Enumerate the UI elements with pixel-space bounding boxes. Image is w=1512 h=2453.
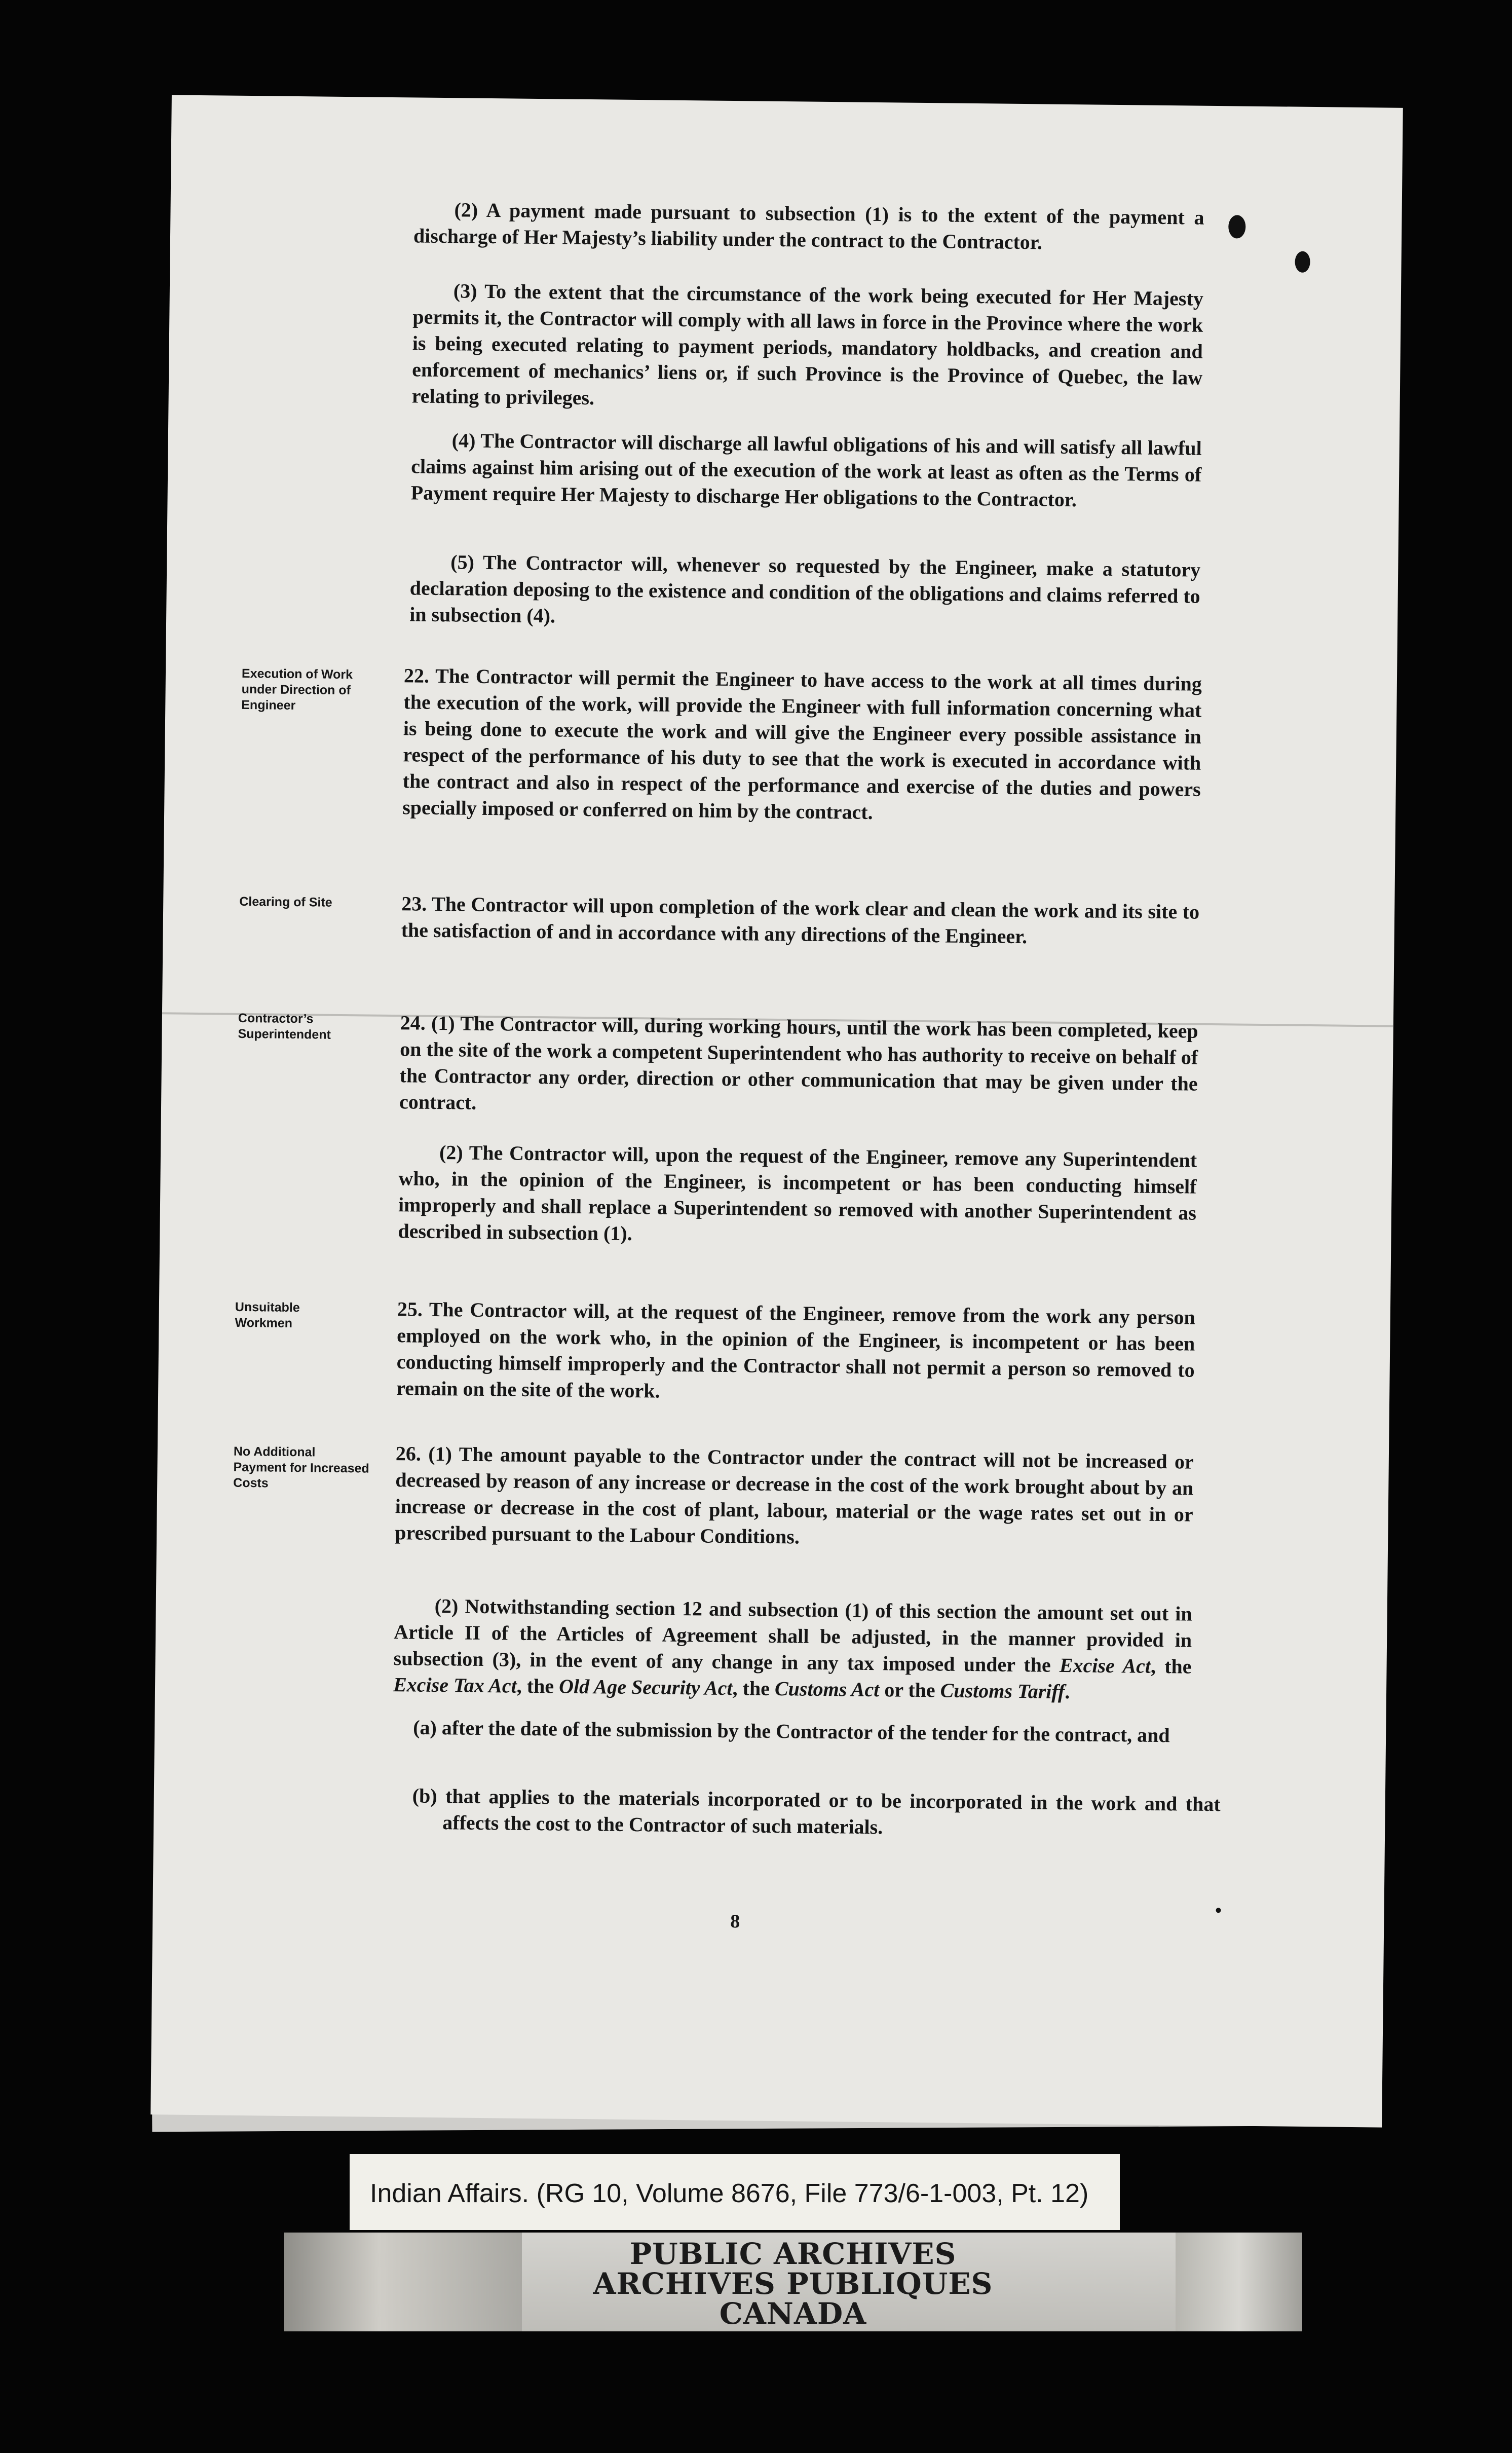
paragraph-26-2-a	[413, 1715, 1221, 1750]
italic-statute-name: Customs Tariff	[940, 1679, 1065, 1703]
paragraph-text: 26. (1) The amount payable to the Contractor under the contract will not be increased or decreased by reason of any increase or decrease in the cost of the work brought about by an increase or decrease in the cost of plant, labour, material or the wage rates set out in or prescribed pursuant to the Labour Conditions.	[395, 1442, 1194, 1548]
ink-spot	[1295, 251, 1310, 273]
paragraph-text: or the	[879, 1678, 940, 1702]
paragraph-25	[396, 1296, 1195, 1409]
paragraph-21-2	[413, 196, 1204, 257]
italic-statute-name: Customs Act	[774, 1677, 880, 1701]
stamp-line-2: ARCHIVES PUBLIQUES	[593, 2266, 993, 2301]
paragraph-26-1	[395, 1440, 1194, 1554]
paragraph-21-5	[409, 548, 1201, 636]
margin-label-clearing-of-site: Clearing of Site	[239, 894, 332, 910]
margin-label-contractors-superintendent: Contractor’s Superintendent	[238, 1011, 331, 1042]
italic-statute-name: Old Age Security Act	[558, 1675, 733, 1700]
paragraph-text: (5) The Contractor will, whenever so requested by the Engineer, make a statutory declaration deposing to the existence and condition of the obligations and claims referred to in subsection (4).	[409, 550, 1201, 627]
document-page	[150, 95, 1403, 2127]
paragraph-text: 22. The Contractor will permit the Engineer to have access to the work at all times during the execution of the work, will provide the Engineer with full information concerning what is being done to execute the work and will give the Engineer every possible assistance in respect of the performance of his duty to see that the work is executed in accordance with the contract and also in respect of the performance and exercise of the duties and powers specially imposed or conferred on him by the contract.	[402, 664, 1202, 824]
paragraph-text: , the	[1150, 1654, 1192, 1678]
paragraph-text: (a) after the date of the submission by the Contractor of the tender for the contract, and	[412, 1716, 1170, 1747]
paragraph-text: 25. The Contractor will, at the request of the Engineer, remove from the work any person employed on the work who, in the opinion of the Engineer, is incompetent or has been conducting himself improperly and the Contractor shall not permit a person so removed to remain on the site of the work.	[396, 1297, 1196, 1402]
paragraph-26-2	[393, 1592, 1192, 1706]
ink-spot	[1228, 215, 1245, 238]
paragraph-21-3	[411, 277, 1203, 417]
paragraph-21-4	[410, 427, 1202, 514]
paragraph-text: (2) A payment made pursuant to subsection (1) is to the extent of the payment a discharge of Her Majesty’s liability under the contract to the Contractor.	[413, 198, 1204, 254]
italic-statute-name: Excise Act	[1059, 1653, 1151, 1678]
italic-statute-name: Excise Tax Act	[393, 1673, 517, 1697]
paragraph-22	[402, 662, 1202, 829]
paragraph-23	[401, 890, 1199, 951]
archives-stamp	[284, 2233, 1302, 2331]
stamp-line-1: PUBLIC ARCHIVES	[629, 2237, 957, 2271]
paragraph-text: 24. (1) The Contractor will, during working hours, until the work has been completed, keep on the site of the work a competent Superintendent who has authority to receive on behalf of the Contractor any order, direction or other communication that may be given under the contract.	[399, 1011, 1198, 1114]
margin-label-unsuitable-workmen: Unsuitable Workmen	[235, 1299, 300, 1331]
paragraph-24-1	[399, 1010, 1198, 1123]
stamp-line-3: CANADA	[719, 2296, 867, 2331]
margin-label-execution-of-work: Execution of Work under Direction of Engineer	[241, 666, 353, 713]
paragraph-text: , the	[516, 1674, 559, 1698]
paragraph-24-2	[398, 1139, 1197, 1252]
paragraph-text: (2) Notwithstanding section 12 and subsection (1) of this section the amount set out in Article II of the Articles of Agreement shall be adjusted, in the manner provided in subsection (3), in the event of any change in any tax imposed under the	[393, 1594, 1192, 1677]
paragraph-text: .	[1065, 1680, 1070, 1703]
paragraph-text: (3) To the extent that the circumstance of the work being executed for Her Majesty permits it, the Contractor will comply with all laws in force in the Province where the work is being executed relating to payment periods, mandatory holdbacks, and creation and enforcement of mechanics’ liens or, if such Province is the Province of Quebec, the law relating to privileges.	[411, 279, 1204, 410]
ink-spot	[1216, 1908, 1221, 1913]
page-number: 8	[730, 1911, 740, 1932]
paragraph-text: (b) that applies to the materials incorporated or to be incorporated in the work and that affects the cost to the Contractor of such materials.	[412, 1784, 1221, 1839]
paragraph-text: , the	[732, 1677, 775, 1700]
archive-citation-label	[350, 2154, 1120, 2230]
paragraph-text: (2) The Contractor will, upon the request of the Engineer, remove any Superintendent who, in the opinion of the Engineer, is incompetent or has been conducting himself improperly and shall replace a Superintendent so removed with another Superintendent as described in subsection (1).	[398, 1141, 1197, 1245]
archive-citation-text: Indian Affairs. (RG 10, Volume 8676, File 773/6-1-003, Pt. 12)	[370, 2179, 1089, 2208]
page-body	[150, 95, 1403, 2127]
paragraph-26-2-b	[412, 1783, 1221, 1844]
paragraph-text: (4) The Contractor will discharge all lawful obligations of his and will satisfy all lawful claims against him arising out of the execution of the work at least as often as the Terms of Payment require Her Majesty to discharge Her obligations to the Contractor.	[410, 429, 1202, 511]
margin-label-no-additional-payment: No Additional Payment for Increased Costs	[233, 1444, 369, 1491]
paragraph-text: 23. The Contractor will upon completion of the work clear and clean the work and its site to the satisfaction of and in accordance with any directions of the Engineer.	[401, 892, 1200, 948]
